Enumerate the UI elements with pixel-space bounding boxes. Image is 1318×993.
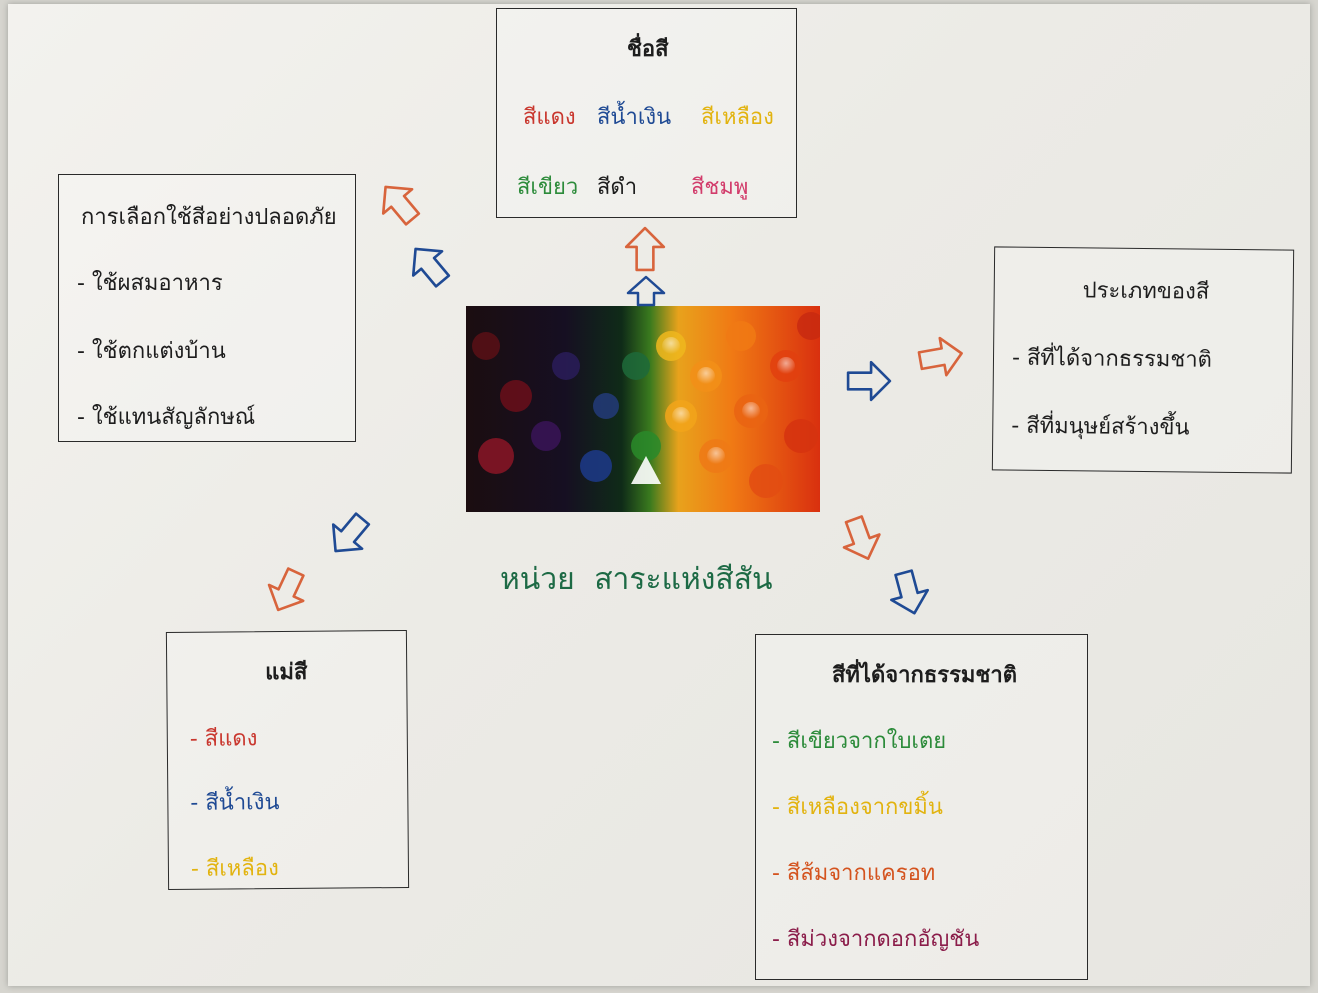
arrow-right-blue-icon [846,358,892,404]
color-name-red: สีแดง [523,105,576,130]
primary-color-item: - สีเหลือง [190,856,279,882]
arrow-downright-blue-icon [886,570,932,616]
color-name-green: สีเขียว [517,175,579,200]
crayons-image [466,306,820,512]
safe-use-item: - ใช้ตกแต่งบ้าน [77,339,226,364]
color-types-item: - สีที่ได้จากธรรมชาติ [1011,345,1213,373]
colorful-crayons-photo [466,306,820,512]
primary-color-item: - สีแดง [189,726,258,752]
arrow-upleft-blue-icon [406,242,452,288]
arrow-downleft-blue-icon [326,512,372,558]
safe-use-item: - ใช้ผสมอาหาร [77,271,223,296]
primary-colors-title: แม่สี [265,659,308,686]
arrow-downleft-orange-icon [264,568,310,614]
unit-title: หน่วย สาระแห่งสีสัน [500,562,773,597]
arrow-up-blue-icon [624,276,668,306]
safe-use-box [58,174,356,442]
color-name-pink: สีชมพู [691,175,749,200]
natural-color-item: - สีส้มจากแครอท [772,861,936,886]
safe-use-item: - ใช้แทนสัญลักษณ์ [77,405,256,430]
color-names-title: ชื่อสี [627,37,669,62]
color-types-title: ประเภทของสี [1082,278,1210,305]
color-name-blue: สีน้ำเงิน [597,105,672,130]
primary-colors-box [166,630,409,890]
color-types-box [992,246,1294,473]
natural-colors-box [755,634,1088,980]
natural-color-item: - สีเขียวจากใบเตย [772,729,947,754]
safe-use-title: การเลือกใช้สีอย่างปลอดภัย [81,205,337,230]
color-name-yellow: สีเหลือง [701,105,774,130]
arrow-downright-orange-icon [838,516,884,562]
natural-color-item: - สีเหลืองจากขมิ้น [772,795,943,820]
color-name-black: สีดำ [597,175,638,200]
natural-color-item: - สีม่วงจากดอกอัญชัน [772,927,980,952]
color-types-item: - สีที่มนุษย์สร้างขึ้น [1011,413,1190,441]
arrow-up-orange-icon [622,226,668,272]
natural-colors-title: สีที่ได้จากธรรมชาติ [832,663,1017,688]
color-names-box [496,8,797,218]
arrow-upleft-orange-icon [376,180,422,226]
primary-color-item: - สีน้ำเงิน [190,790,280,816]
arrow-right-orange-icon [918,334,964,380]
